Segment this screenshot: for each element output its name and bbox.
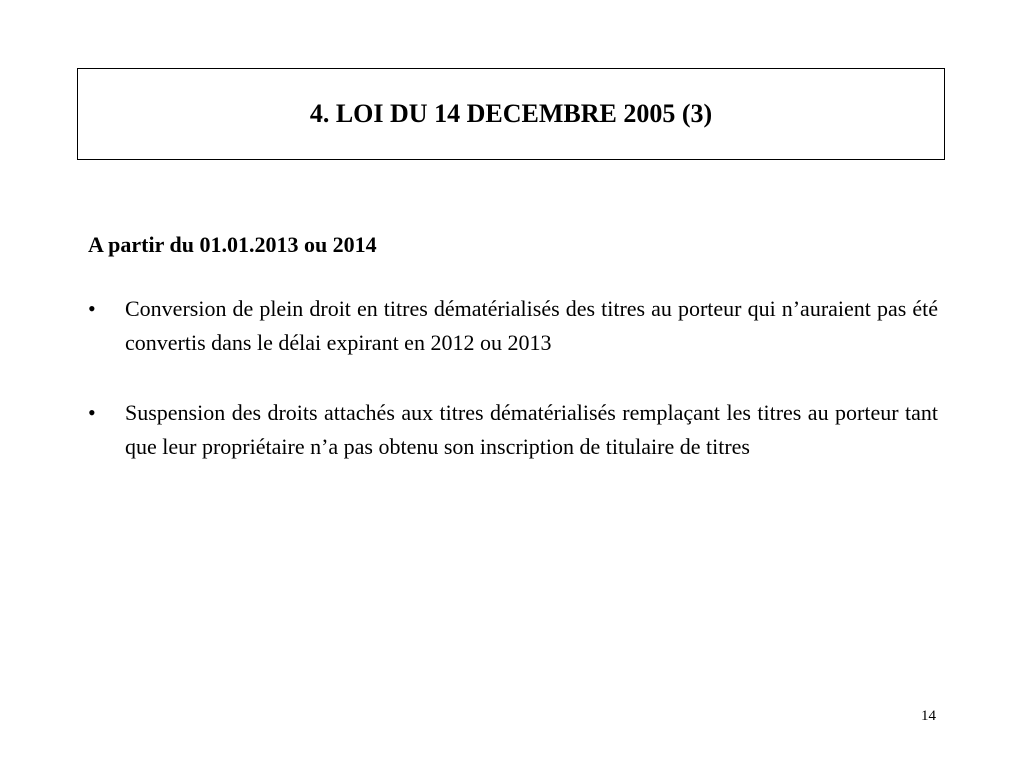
bullet-item bbox=[88, 292, 938, 360]
bullet-icon: • bbox=[88, 400, 96, 425]
bullet-icon: • bbox=[88, 296, 96, 321]
bullet-text: Suspension des droits attachés aux titres dématérialisés remplaçant les titres au porteur tant que leur propriétaire n’a pas obtenu son inscription de titulaire de titres bbox=[125, 400, 938, 459]
title-box bbox=[77, 68, 945, 160]
page-number: 14 bbox=[921, 708, 936, 724]
bullet-text: Conversion de plein droit en titres dématérialisés des titres au porteur qui n’auraient pas été convertis dans le délai expirant en 2012 ou 2013 bbox=[125, 296, 938, 355]
slide-content bbox=[88, 228, 938, 500]
bullet-item bbox=[88, 396, 938, 464]
bullet-list bbox=[88, 292, 938, 464]
slide-title: 4. LOI DU 14 DECEMBRE 2005 (3) bbox=[309, 99, 713, 128]
subheading: A partir du 01.01.2013 ou 2014 bbox=[88, 232, 377, 257]
